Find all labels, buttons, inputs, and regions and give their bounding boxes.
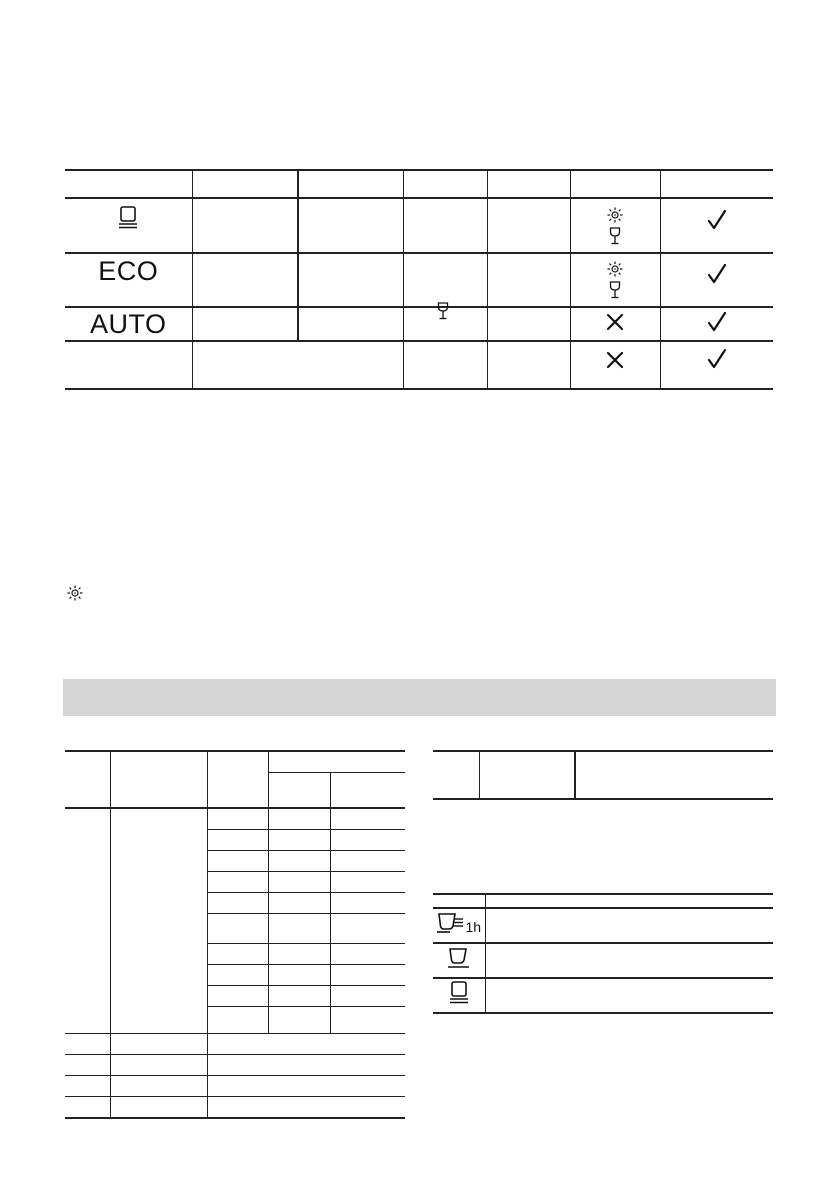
cup-icon bbox=[447, 947, 471, 969]
table-row bbox=[433, 943, 773, 978]
light-icon bbox=[607, 207, 623, 223]
glass-icon bbox=[609, 227, 621, 245]
programme-label-eco: ECO bbox=[98, 256, 159, 286]
programme-cell bbox=[65, 307, 192, 341]
settings-table bbox=[65, 750, 405, 1119]
glass-icon bbox=[609, 281, 621, 299]
table-header-row bbox=[65, 170, 773, 198]
result-cell bbox=[660, 307, 773, 341]
option-icon-cell bbox=[433, 943, 485, 978]
table-row bbox=[65, 808, 405, 830]
pots-icon bbox=[117, 205, 139, 231]
level-table bbox=[433, 750, 773, 800]
check-icon bbox=[707, 210, 727, 230]
option-suffix: 1h bbox=[465, 919, 482, 935]
table-row bbox=[433, 978, 773, 1013]
options-table bbox=[433, 893, 773, 1014]
pots-icon bbox=[448, 980, 470, 1006]
table-row bbox=[65, 253, 773, 307]
result-cell bbox=[660, 198, 773, 253]
glass-icon bbox=[437, 302, 449, 320]
table-row bbox=[65, 1054, 405, 1075]
table-row bbox=[65, 341, 773, 389]
check-icon bbox=[707, 349, 727, 369]
indicator-cell bbox=[570, 253, 660, 307]
table-row bbox=[65, 1075, 405, 1096]
table-row bbox=[65, 198, 773, 253]
programme-table bbox=[65, 169, 773, 390]
option-icon-cell bbox=[433, 908, 485, 943]
table-row bbox=[433, 908, 773, 943]
indicator-cell bbox=[570, 341, 660, 389]
programme-cell bbox=[65, 253, 192, 307]
table-header-row bbox=[433, 894, 773, 908]
indicator-cell bbox=[570, 198, 660, 253]
indicator-cell bbox=[570, 307, 660, 341]
result-cell bbox=[660, 341, 773, 389]
light-icon bbox=[67, 585, 83, 601]
light-icon bbox=[607, 261, 623, 277]
quick-1h-icon bbox=[436, 912, 464, 934]
table-row bbox=[65, 1033, 405, 1054]
table-row bbox=[65, 1096, 405, 1118]
table-row bbox=[433, 751, 773, 799]
table-header-row bbox=[65, 751, 405, 773]
check-icon bbox=[707, 312, 727, 332]
programme-cell bbox=[65, 198, 192, 253]
merged-cell bbox=[192, 341, 403, 389]
table-row bbox=[65, 307, 773, 341]
programme-label-auto: AUTO bbox=[89, 308, 167, 339]
option-icon-cell bbox=[433, 978, 485, 1013]
check-icon bbox=[707, 264, 727, 284]
cross-icon bbox=[606, 351, 624, 369]
result-cell bbox=[660, 253, 773, 307]
programme-cell bbox=[65, 341, 192, 389]
section-heading-band bbox=[63, 679, 776, 716]
cross-icon bbox=[606, 313, 624, 331]
